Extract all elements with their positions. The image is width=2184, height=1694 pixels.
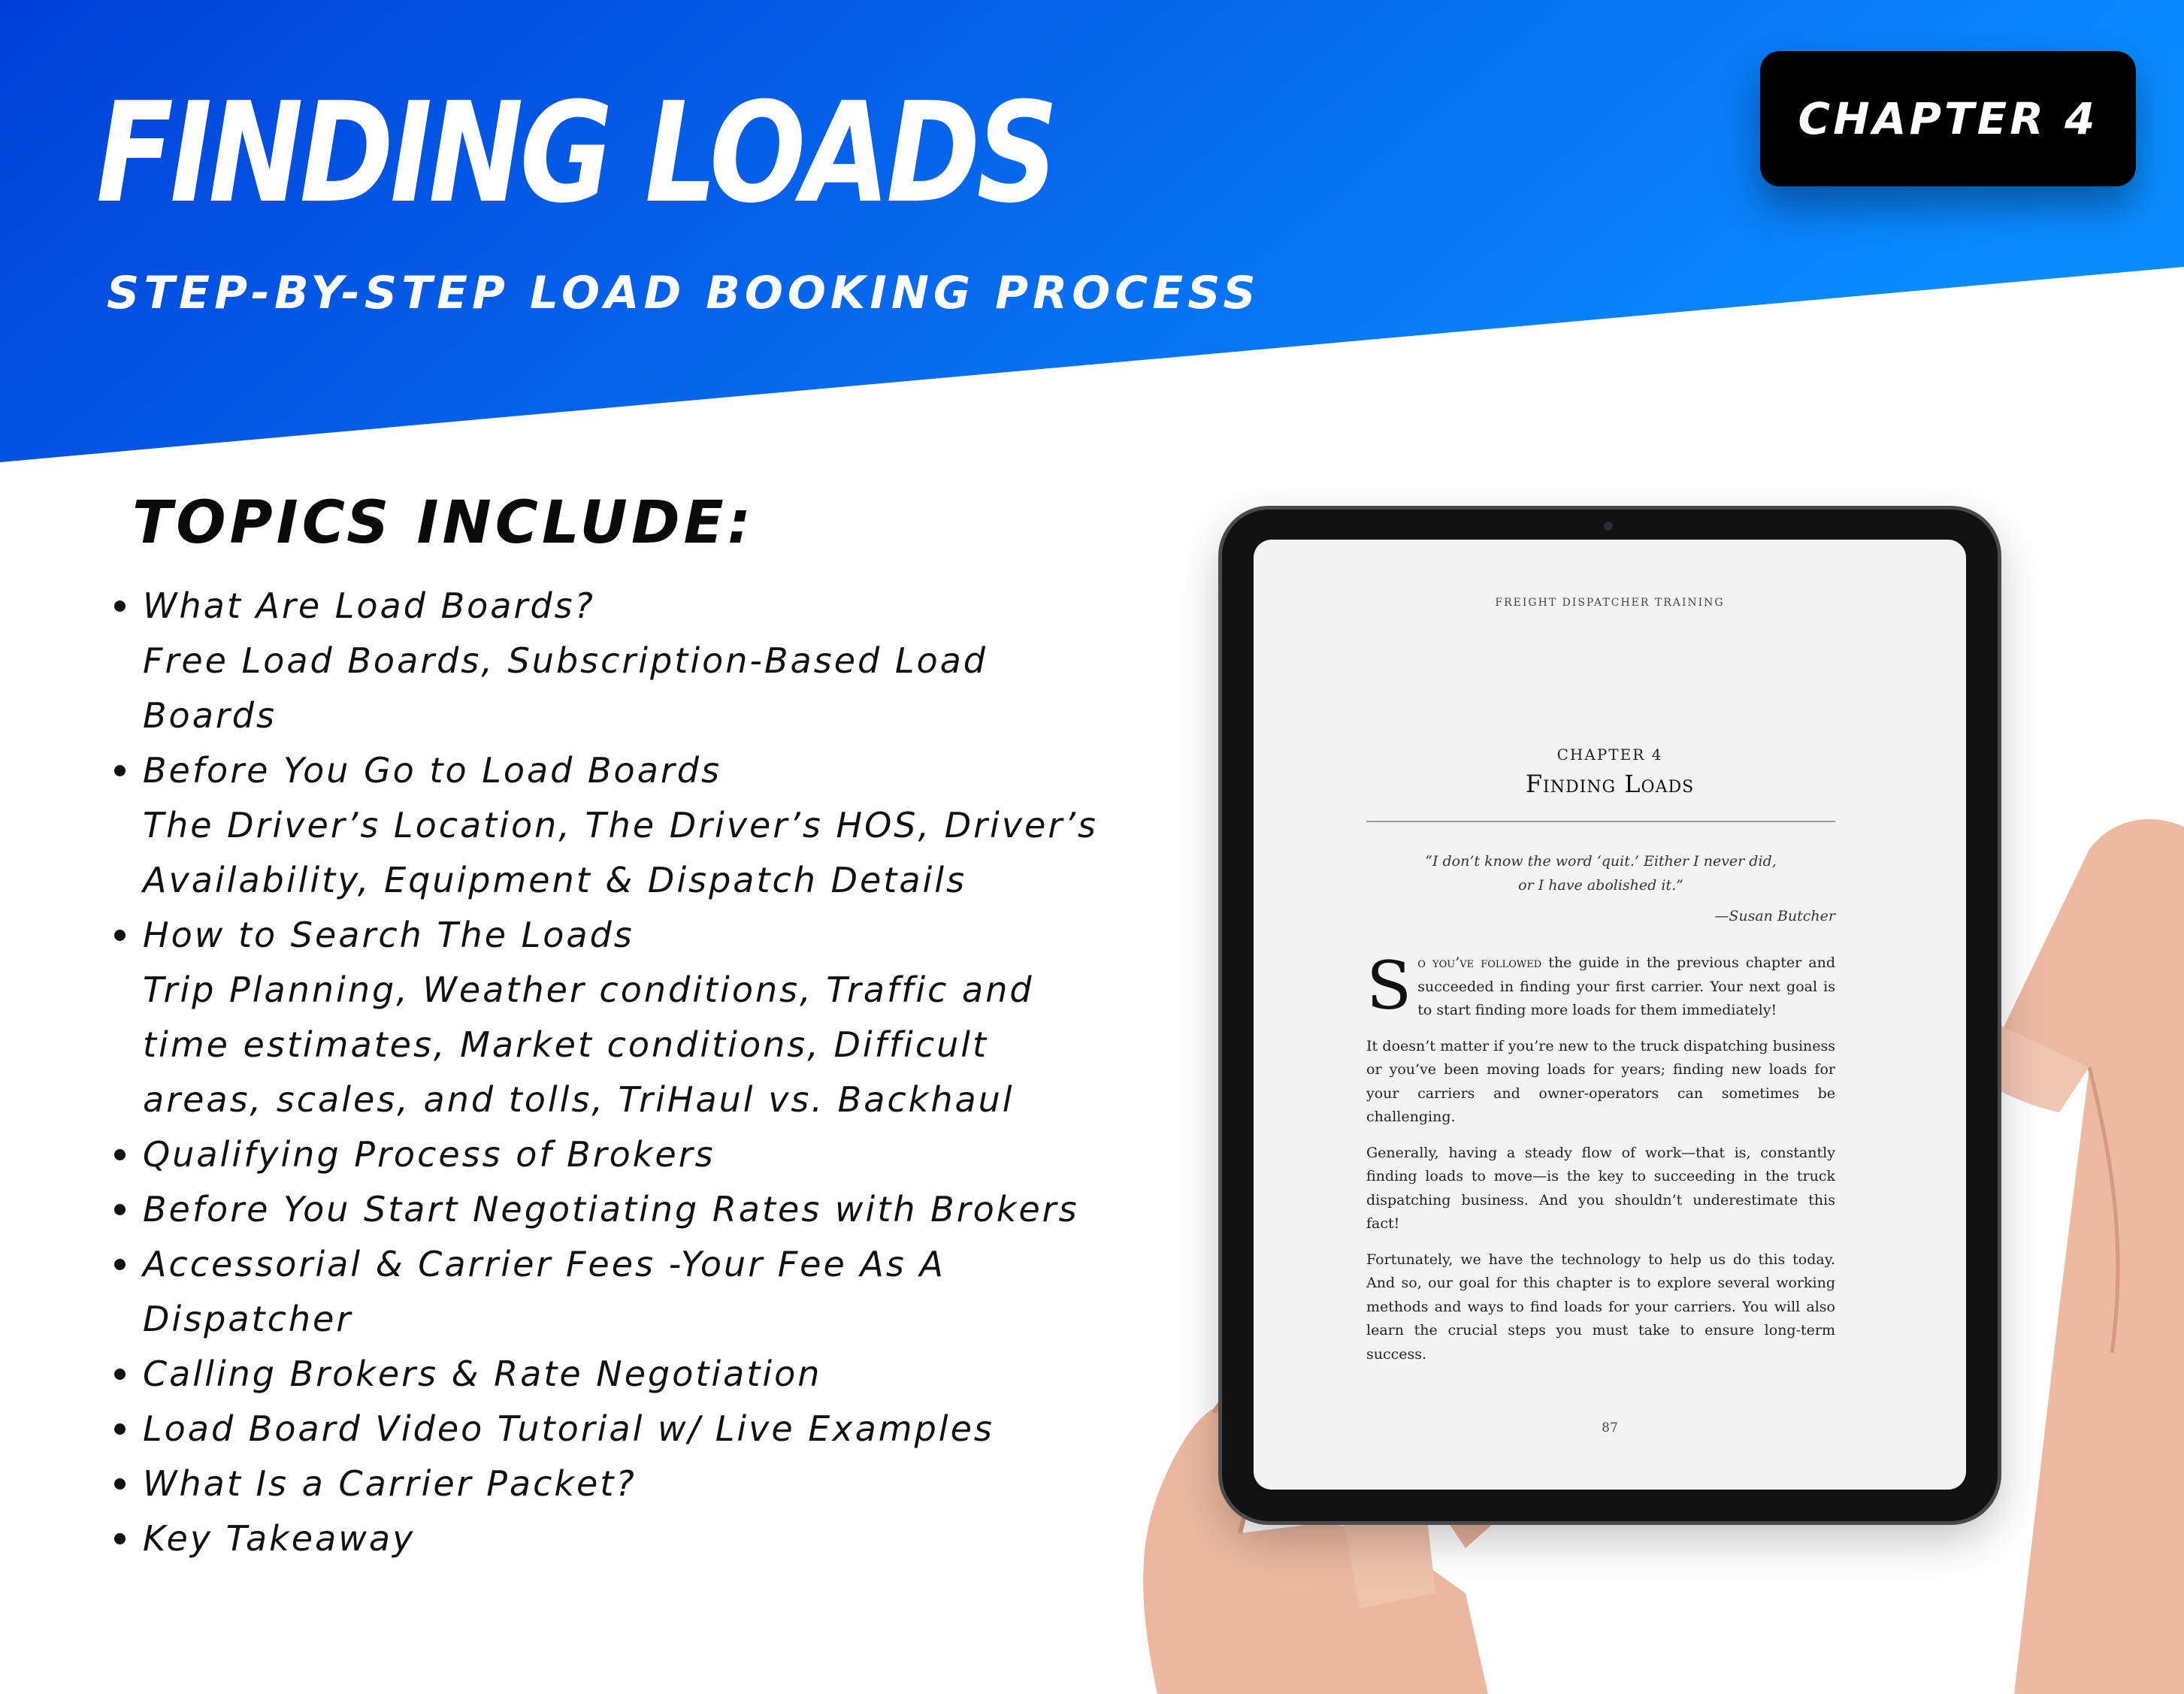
topic-detail-line: Free Load Boards, Subscription-Based Load: [143, 640, 988, 681]
topic-title: What Are Load Boards?: [143, 585, 595, 626]
topic-title: Qualifying Process of Brokers: [143, 1134, 715, 1175]
topic-title: What Is a Carrier Packet?: [143, 1463, 637, 1504]
topic-item: [105, 1511, 1202, 1566]
ebook-body: [1366, 947, 1835, 1378]
topic-item: [105, 579, 1202, 743]
epigraph-attribution: —Susan Butcher: [1714, 908, 1835, 924]
topic-title: How to Search The Loads: [143, 915, 634, 955]
topic-item: [105, 1237, 1202, 1347]
ebook-chapter-title: Finding Loads: [1525, 770, 1695, 798]
topic-detail-line: Dispatcher: [143, 1299, 353, 1339]
topic-title: Before You Start Negotiating Rates with Brokers: [143, 1189, 1079, 1230]
topic-detail-line: Trip Planning, Weather conditions, Traffic and: [143, 970, 1034, 1010]
ebook-paragraph: [1366, 947, 1835, 1024]
topic-item: [105, 1347, 1202, 1402]
ebook-page-number: 87: [1602, 1420, 1618, 1435]
topic-title: Accessorial & Carrier Fees -Your Fee As A: [143, 1244, 945, 1284]
topic-title: Calling Brokers & Rate Negotiation: [143, 1354, 822, 1394]
topic-title: Key Takeaway: [143, 1518, 416, 1559]
topic-detail-line: time estimates, Market conditions, Difficult: [143, 1024, 989, 1065]
topic-item: [105, 1457, 1202, 1511]
page-title: FINDING LOADS: [96, 73, 1055, 234]
tablet-frame: [1222, 510, 1998, 1521]
topic-detail-line: Availability, Equipment & Dispatch Details: [143, 860, 967, 900]
drop-cap: S: [1366, 947, 1412, 1024]
epigraph-line: “I don’t know the word ‘quit.’ Either I never did,: [1425, 853, 1777, 870]
topic-title: Load Board Video Tutorial w/ Live Examples: [143, 1408, 994, 1449]
camera-icon: [1604, 522, 1613, 531]
ebook-divider: [1366, 821, 1835, 822]
topic-title: Before You Go to Load Boards: [143, 750, 721, 791]
topics-list: [105, 579, 1202, 1566]
chapter-badge: [1760, 51, 2136, 186]
ebook-chapter-label: CHAPTER 4: [1556, 746, 1663, 764]
topic-item: [105, 743, 1202, 908]
topic-item: [105, 1127, 1202, 1182]
epigraph-line: or I have abolished it.”: [1518, 877, 1683, 894]
page-subtitle: STEP-BY-STEP LOAD BOOKING PROCESS: [107, 267, 1260, 319]
topics-heading: TOPICS INCLUDE:: [132, 489, 755, 557]
topic-detail-line: Boards: [143, 695, 277, 736]
paragraph-text: the guide in the previous chapter and succeeded in finding your first carrier. Your next goal is to start finding more loads for them immediately!: [1417, 954, 1835, 1018]
tablet-screen: [1254, 540, 1966, 1490]
ebook-paragraph: Fortunately, we have the technology to help us do this today. And so, our goal for this chapter is to explore several working methods and ways to find loads for your carriers. You will also learn the crucial steps you must take to ensure long-term success.: [1366, 1251, 1835, 1363]
paragraph-leadin: o you’ve followed: [1417, 954, 1542, 971]
tablet-mockup: [1112, 481, 2184, 1694]
ebook-paragraph: Generally, having a steady flow of work—that is, constantly finding loads to move—is the key to succeeding in the truck dispatching business. And you shouldn’t underestimate this fact!: [1366, 1144, 1835, 1232]
topic-detail-line: The Driver’s Location, The Driver’s HOS, Driver’s: [143, 805, 1098, 845]
ebook-paragraph: It doesn’t matter if you’re new to the truck dispatching business or you’ve been moving loads for years; finding new loads for your carriers and owner-operators can sometimes be challenging.: [1366, 1037, 1835, 1125]
topic-item: [105, 1402, 1202, 1457]
topic-item: [105, 908, 1202, 1127]
topic-item: [105, 1182, 1202, 1237]
ebook-epigraph: [1366, 849, 1835, 897]
topic-detail-line: areas, scales, and tolls, TriHaul vs. Backhaul: [143, 1079, 1015, 1120]
ebook-running-header: FREIGHT DISPATCHER TRAINING: [1495, 597, 1725, 609]
chapter-badge-label: CHAPTER 4: [1798, 93, 2098, 144]
